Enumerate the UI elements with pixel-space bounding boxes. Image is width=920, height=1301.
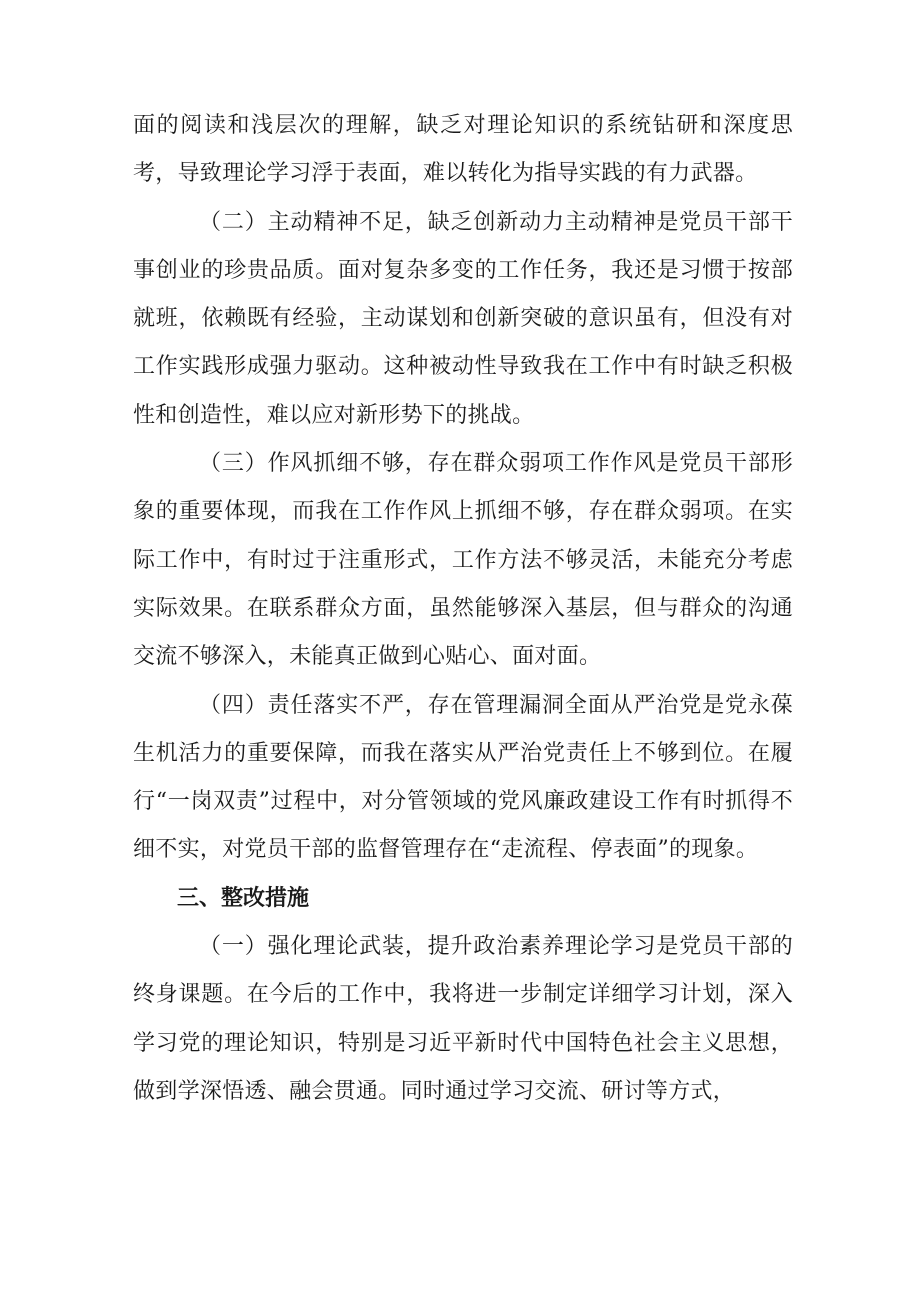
document-body	[133, 102, 793, 1116]
paragraph-measure-1: （一）强化理论武装，提升政治素养理论学习是党员干部的终身课题。在今后的工作中，我将进一步制定详细学习计划，深入学习党的理论知识，特别是习近平新时代中国特色社会主义思想，做到学深悟透、融会贯通。同时通过学习交流、研讨等方式，	[133, 934, 793, 1104]
paragraph-section-2: （二）主动精神不足，缺乏创新动力主动精神是党员干部干事创业的珍贵品质。面对复杂多变的工作任务，我还是习惯于按部就班，依赖既有经验，主动谋划和创新突破的意识虽有，但没有对工作实践形成强力驱动。这种被动性导致我在工作中有时缺乏积极性和创造性，难以应对新形势下的挑战。	[133, 209, 793, 428]
paragraph-section-4: （四）责任落实不严，存在管理漏洞全面从严治党是党永葆生机活力的重要保障，而我在落实从严治党责任上不够到位。在履行“一岗双责”过程中，对分管领域的党风廉政建设工作有时抓得不细不实，对党员干部的监督管理存在“走流程、停表面”的现象。	[133, 692, 793, 863]
paragraph-section-3: （三）作风抓细不够，存在群众弱项工作作风是党员干部形象的重要体现，而我在工作作风上抓细不够，存在群众弱项。在实际工作中，有时过于注重形式，工作方法不够灵活，未能充分考虑实际效果。在联系群众方面，虽然能够深入基层，但与群众的沟通交流不够深入，未能真正做到心贴心、面对面。	[133, 451, 793, 670]
paragraph-continuation: 面的阅读和浅层次的理解，缺乏对理论知识的系统钻研和深度思考，导致理论学习浮于表面，难以转化为指导实践的有力武器。	[133, 113, 793, 187]
section-heading-rectification: 三、整改措施	[177, 885, 310, 911]
